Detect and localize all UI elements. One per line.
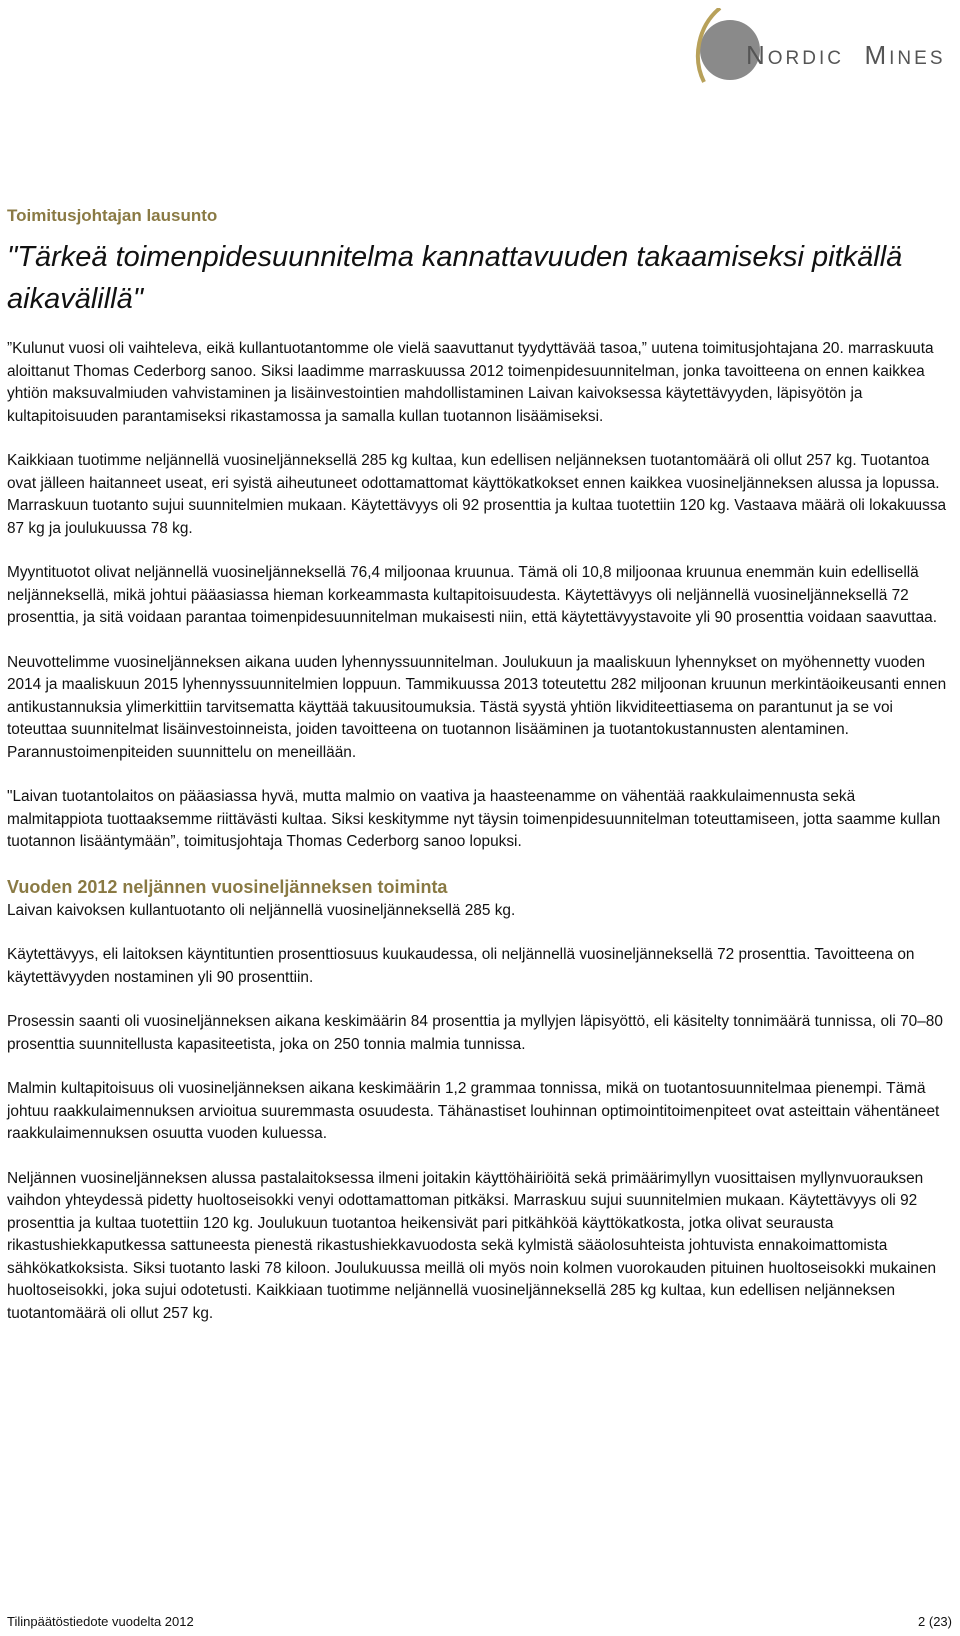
section-heading: Vuoden 2012 neljännen vuosineljänneksen toiminta <box>7 876 448 897</box>
document-body <box>7 198 955 1347</box>
paragraph: "Laivan tuotantolaitos on pääasiassa hyvä, mutta malmio on vaativa ja haasteenamme on vähentää raakkulaimennusta sekä malmitappiota tuottaaksemme riittävästi kultaa. Siksi keskitymme nyt täysin toimenpidesuunnitelman toteuttamiseen, jotta saamme kullan tuotannon lisääntymään”, toimitusjohtaja Thomas Cederborg sanoo lopuksi. <box>7 788 941 850</box>
paragraph: Neljännen vuosineljänneksen alussa pastalaitoksessa ilmeni joitakin käyttöhäiriöitä sekä primäärimyllyn vuosittaisen myllynvuorauksen vaihdon yhteydessä pidetty huoltoseisokki venyi odottamattoman pitkäksi. Marraskuu sujui suunnitelmien mukaan. Käytettävyys oli 92 prosenttia ja kultaa tuotettiin 120 kg. Joulukuun tuotantoa heikensivät pari pitkähköä käyttökatkosta, jotka olivat seurausta rikastushiekkaputkessa sattuneesta pienestä rikastushiekkavuodosta sekä kylmistä sääolosuhteista johtuvista ennakoimattomista sähkökatkoksista. Siksi tuotanto laski 78 kiloon. Joulukuussa meillä oli myös noin kolmen vuorokauden pituinen huoltoseisokki mukainen huoltoseisokki, joka sujui odotetusti. Kaikkiaan tuotimme neljännellä vuosineljänneksellä 285 kg kultaa, kun edellisen neljänneksen tuotantomäärä oli ollut 257 kg. <box>7 1169 937 1322</box>
paragraph: Laivan kaivoksen kullantuotanto oli neljännellä vuosineljänneksellä 285 kg. <box>7 901 516 919</box>
paragraph: ”Kulunut vuosi oli vaihteleva, eikä kullantuotantomme ole vielä saavuttanut tyydyttävää tasoa,” uutena toimitusjohtajana 20. marraskuuta aloittanut Thomas Cederborg sanoo. Siksi laadimme marraskuussa 2012 toimenpidesuunnitelman, jonka tavoitteena on ennen kaikkea yhtiön maksuvalmiuden vahvistaminen ja lisäinvestointien mahdollistaminen Laivan kaivoksessa käytettävyyden, läpisyötön ja kultapitoisuuden parantamiseksi rikastamossa ja samalla kullan tuotannon lisäämiseksi. <box>7 340 934 425</box>
paragraph: Kaikkiaan tuotimme neljännellä vuosineljänneksellä 285 kg kultaa, kun edellisen neljänneksen tuotantomäärä oli ollut 257 kg. Tuotantoa ovat jälleen haitanneet useat, eri syistä aiheutuneet odottamattomat käyttökatkokset ennen kaikkea vuosineljänneksen alussa ja lopussa. Marraskuun tuotanto sujui suunnitelmien mukaan. Käytettävyys oli 92 prosenttia ja kultaa tuotettiin 120 kg. Vastaava määrä oli lokakuussa 87 kg ja joulukuussa 78 kg. <box>7 452 947 537</box>
logo-wordmark: NORDIC MINES <box>746 40 946 70</box>
paragraph: Prosessin saanti oli vuosineljänneksen aikana keskimäärin 84 prosenttia ja myllyjen läpisyöttö, eli käsitelty tonnimäärä tunnissa, oli 70–80 prosenttia suunnitellusta kapasiteetista, joka on 250 tonnia malmia tunnissa. <box>7 1013 943 1053</box>
section-label: Toimitusjohtajan lausunto <box>7 206 218 225</box>
footer-document-title: Tilinpäätöstiedote vuodelta 2012 <box>7 1614 194 1629</box>
page-title: "Tärkeä toimenpidesuunnitelma kannattavuuden takaamiseksi pitkällä aikavälillä" <box>7 241 903 315</box>
company-logo <box>690 8 952 104</box>
paragraph: Neuvottelimme vuosineljänneksen aikana uuden lyhennyssuunnitelman. Joulukuun ja maaliskuun lyhennykset on myöhennetty vuoden 2014 ja maaliskuun 2015 lyhennyssuunnitelmien loppuun. Tammikuussa 2013 toteutettu 282 miljoonan kruunun merkintäoikeusanti ennen antikustannuksia ylimerkittiin tarvitsematta käyttää takuusitoumuksia. Tästä syystä yhtiön likviditeettiasema on parantunut ja se voi toteuttaa suunnitelmat lisäinvestoinneista, joiden tavoitteena on tuotannon lisääminen ja tuotantokustannusten alentaminen. Parannustoimenpiteiden suunnittelu on meneillään. <box>7 653 947 761</box>
paragraph: Malmin kultapitoisuus oli vuosineljänneksen aikana keskimäärin 1,2 grammaa tonnissa, mikä on tuotantosuunnitelmaa pienempi. Tämä johtuu raakkulaimennuksen arvioitua suuremmasta osuudesta. Tähänastiset louhinnan optimointitoimenpiteet ovat asteittain vähentäneet raakkulaimennuksen osuutta vuoden kuluessa. <box>7 1080 940 1142</box>
paragraph: Käytettävyys, eli laitoksen käyntituntien prosenttiosuus kuukaudessa, oli neljännellä vuosineljänneksellä 72 prosenttia. Tavoitteena on käytettävyyden nostaminen yli 90 prosenttiin. <box>7 946 915 986</box>
footer-page-number: 2 (23) <box>918 1614 952 1629</box>
paragraph: Myyntituotot olivat neljännellä vuosineljänneksellä 76,4 miljoonaa kruunua. Tämä oli 10,8 miljoonaa kruunua enemmän kuin edellisellä neljänneksellä, mikä johtui pääasiassa hieman korkeammasta kultapitoisuudesta. Käytettävyys oli neljännellä vuosineljänneksellä 72 prosenttia, ja sitä voidaan parantaa toimenpidesuunnitelman mukaisesti niin, että käytettävyystavoite yli 90 prosenttia voidaan saavuttaa. <box>7 564 937 626</box>
